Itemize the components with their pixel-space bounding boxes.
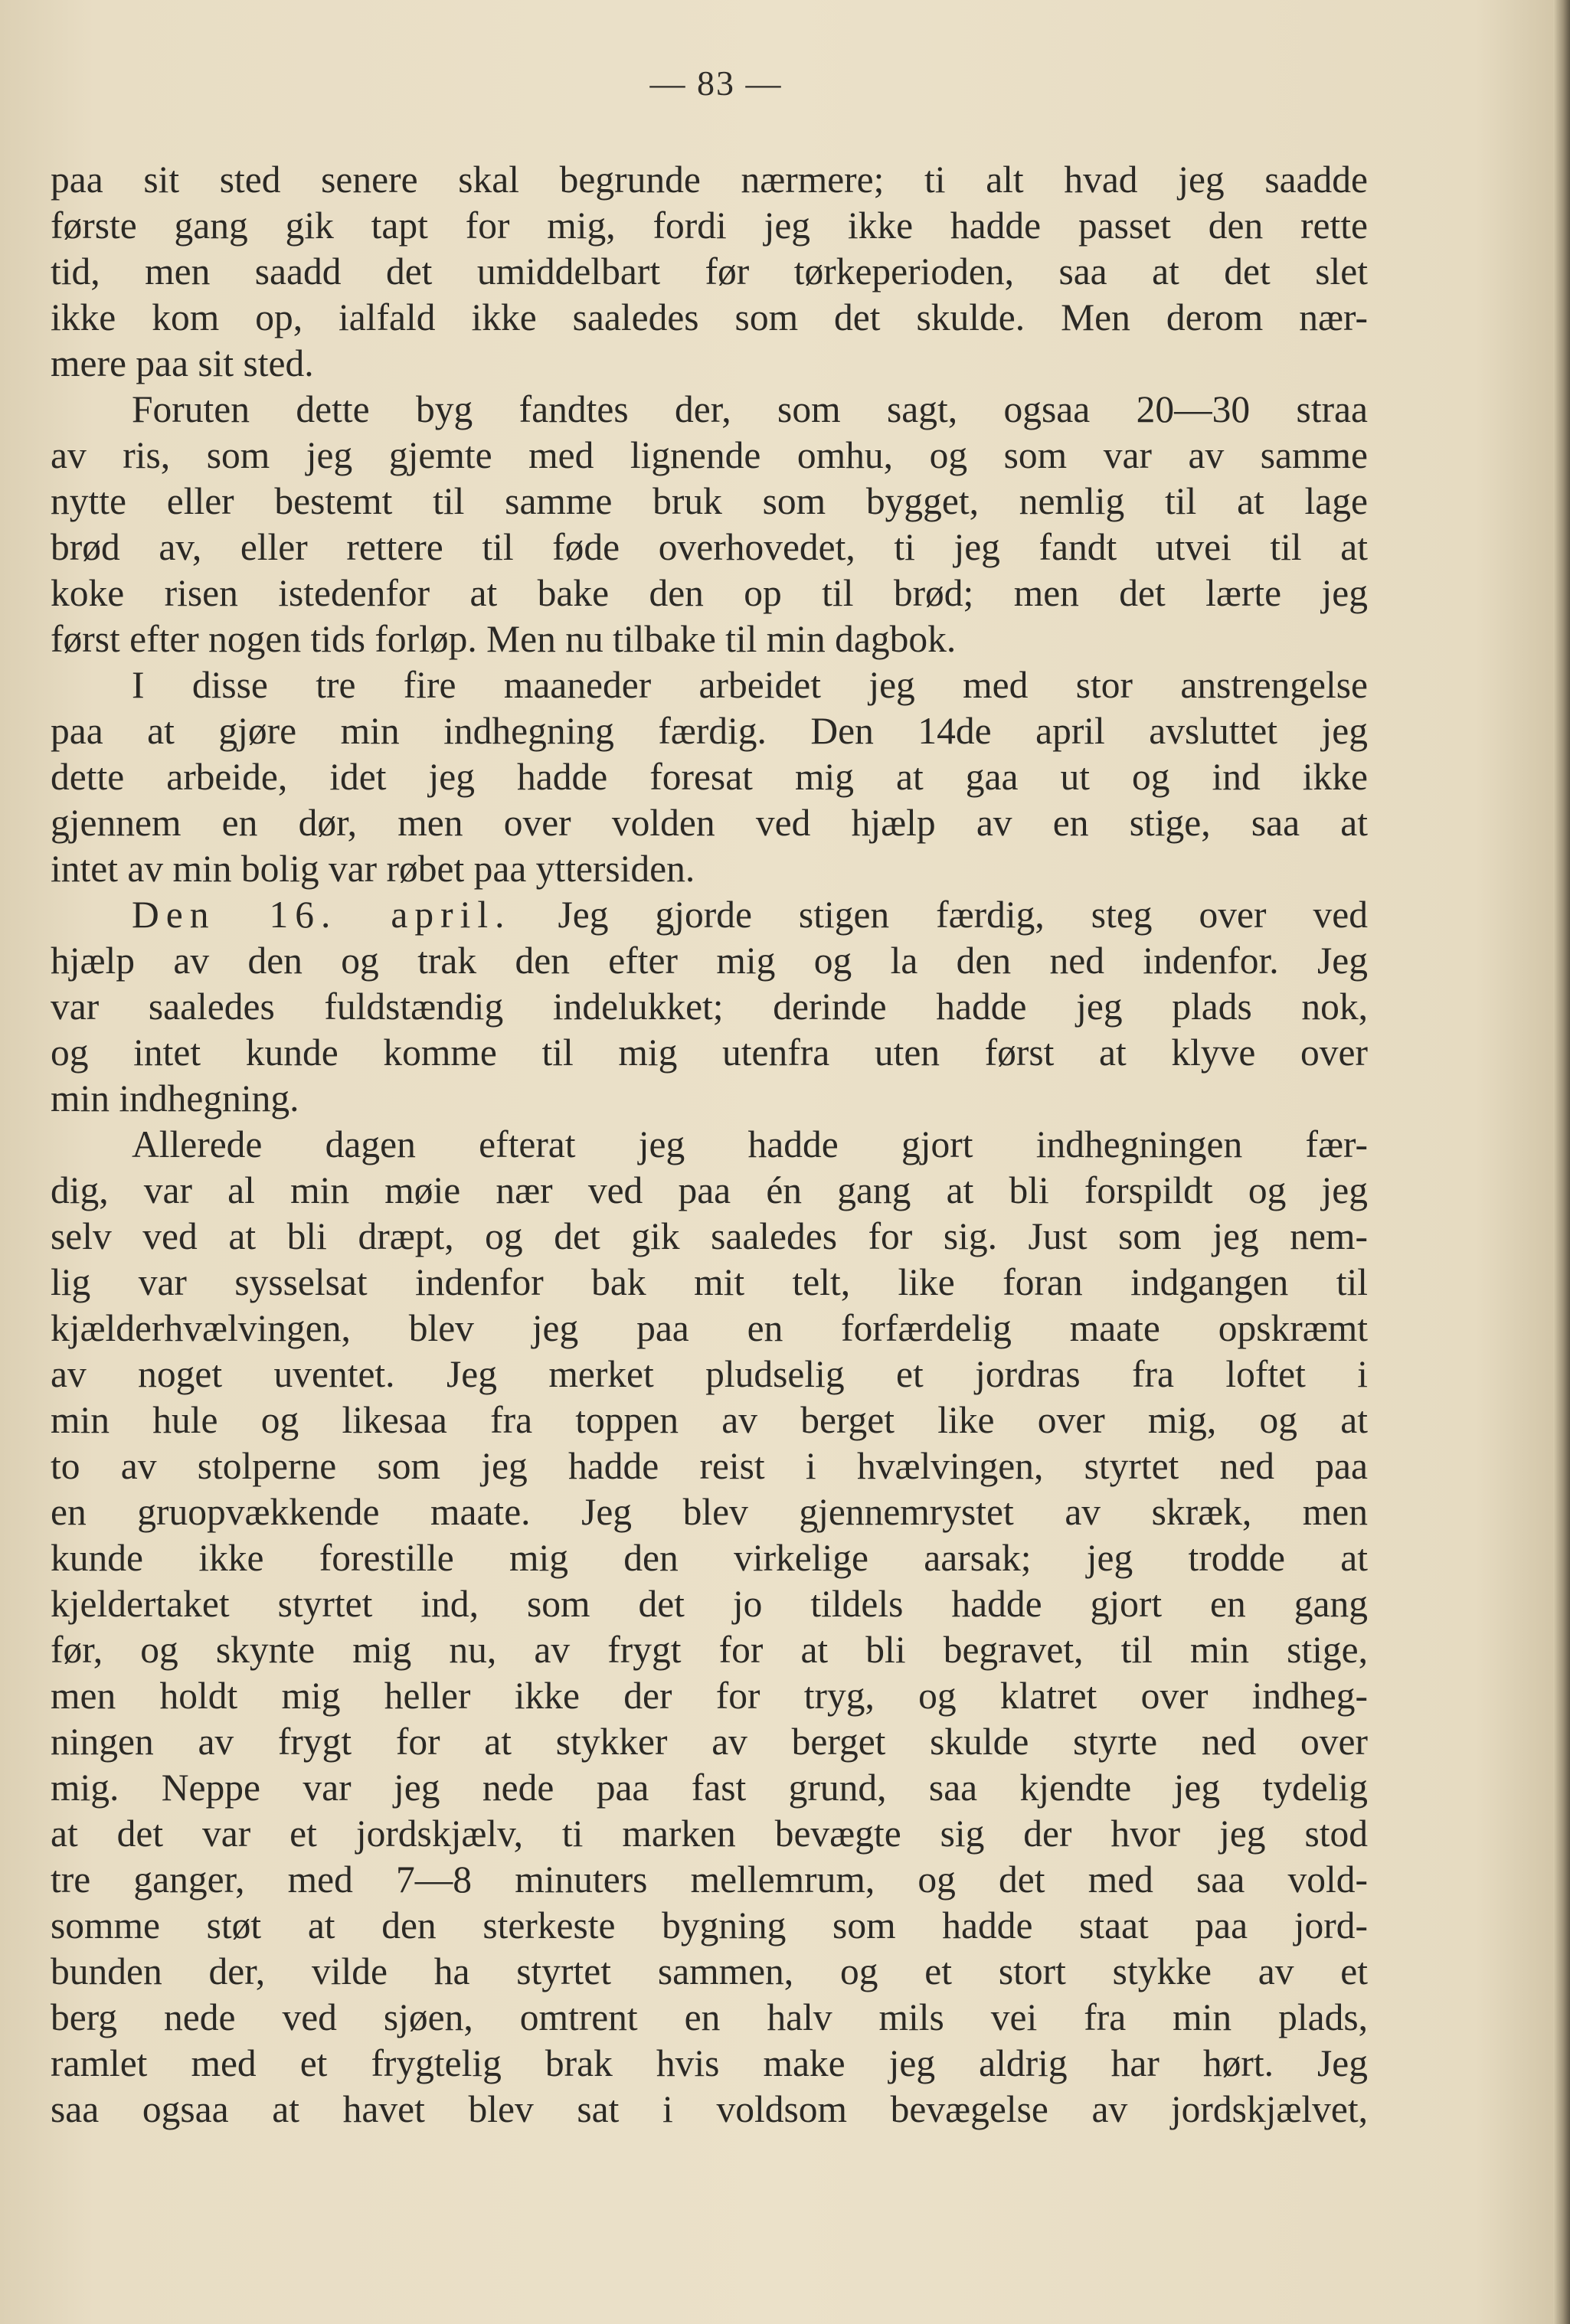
page-edge-shadow [1553, 0, 1570, 2324]
text-line: men holdt mig heller ikke der for tryg, og klatret over indheg- [51, 1675, 1368, 1717]
text-line: før, og skynte mig nu, av frygt for at bli begravet, til min stige, [51, 1629, 1368, 1671]
text-line: ramlet med et frygtelig brak hvis make jeg aldrig har hørt. Jeg [51, 2042, 1368, 2084]
text-line: selv ved at bli dræpt, og det gik saaledes for sig. Just som jeg nem- [51, 1215, 1368, 1257]
text-line: at det var et jordskjælv, ti marken bevægte sig der hvor jeg stod [51, 1812, 1368, 1855]
text-line: gjennem en dør, men over volden ved hjælp av en stige, saa at [51, 802, 1368, 844]
text-line: koke risen istedenfor at bake den op til brød; men det lærte jeg [51, 572, 1368, 614]
text-line: saa ogsaa at havet blev sat i voldsom bevægelse av jordskjælvet, [51, 2088, 1368, 2130]
text-line: kjælderhvælvingen, blev jeg paa en forfærdelig maate opskræmt [51, 1307, 1368, 1349]
text-line: somme støt at den sterkeste bygning som hadde staat paa jord- [51, 1904, 1368, 1946]
text-line: min indhegning. [51, 1077, 299, 1120]
text-line: ikke kom op, ialfald ikke saaledes som det skulde. Men derom nær- [51, 296, 1368, 338]
text-line: lig var sysselsat indenfor bak mit telt, like foran indgangen til [51, 1261, 1368, 1303]
text-line: kunde ikke forestille mig den virkelige aarsak; jeg trodde at [51, 1537, 1368, 1579]
paragraph-start-line: Allerede dagen efterat jeg hadde gjort indhegningen fær- [132, 1123, 1368, 1165]
paragraph-start-line: I disse tre fire maaneder arbeidet jeg med stor anstrengelse [132, 664, 1368, 706]
body-text [51, 157, 1368, 2133]
text-line: først efter nogen tids forløp. Men nu tilbake til min dagbok. [51, 618, 957, 660]
text-line: tre ganger, med 7—8 minuters mellemrum, og det med saa vold- [51, 1858, 1368, 1901]
text-line: kjeldertaket styrtet ind, som det jo tildels hadde gjort en gang [51, 1583, 1368, 1625]
text-line: hjælp av den og trak den efter mig og la den ned indenfor. Jeg [51, 940, 1368, 982]
text-line: nytte eller bestemt til samme bruk som bygget, nemlig til at lage [51, 480, 1368, 522]
text-line: bunden der, vilde ha styrtet sammen, og et stort stykke av et [51, 1950, 1368, 1992]
text-line: berg nede ved sjøen, omtrent en halv mils vei fra min plads, [51, 1996, 1368, 2038]
text-line: dette arbeide, idet jeg hadde foresat mig at gaa ut og ind ikke [51, 756, 1368, 798]
text-line: første gang gik tapt for mig, fordi jeg ikke hadde passet den rette [51, 204, 1368, 247]
diary-entry-line [51, 892, 1368, 938]
text-line: og intet kunde komme til mig utenfra uten først at klyve over [51, 1031, 1368, 1074]
text-line: av ris, som jeg gjemte med lignende omhu, og som var av samme [51, 434, 1368, 476]
text-line: en gruopvækkende maate. Jeg blev gjennemrystet av skræk, men [51, 1491, 1368, 1533]
diary-date: Den 16. april. [132, 894, 512, 936]
text-line: intet av min bolig var røbet paa yttersiden. [51, 848, 695, 890]
text-line: to av stolperne som jeg hadde reist i hvælvingen, styrtet ned paa [51, 1445, 1368, 1487]
text-line: paa sit sted senere skal begrunde nærmere; ti alt hvad jeg saadde [51, 159, 1368, 201]
text-line: ningen av frygt for at stykker av berget skulde styrte ned over [51, 1721, 1368, 1763]
diary-entry-text: Jeg gjorde stigen færdig, steg over ved [511, 894, 1368, 936]
text-line: brød av, eller rettere til føde overhovedet, ti jeg fandt utvei til at [51, 526, 1368, 568]
text-line: tid, men saadd det umiddelbart før tørkeperioden, saa at det slet [51, 250, 1368, 293]
page-number: — 83 — [649, 64, 783, 103]
text-line: var saaledes fuldstændig indelukket; derinde hadde jeg plads nok, [51, 985, 1368, 1028]
text-line: mig. Neppe var jeg nede paa fast grund, saa kjendte jeg tydelig [51, 1767, 1368, 1809]
text-line: min hule og likesaa fra toppen av berget like over mig, og at [51, 1399, 1368, 1441]
text-line: paa at gjøre min indhegning færdig. Den 14de april avsluttet jeg [51, 710, 1368, 752]
text-line: dig, var al min møie nær ved paa én gang at bli forspildt og jeg [51, 1169, 1368, 1211]
text-line: av noget uventet. Jeg merket pludselig et jordras fra loftet i [51, 1353, 1368, 1395]
text-line: mere paa sit sted. [51, 342, 314, 384]
paragraph-start-line: Foruten dette byg fandtes der, som sagt, ogsaa 20—30 straa [132, 388, 1368, 430]
